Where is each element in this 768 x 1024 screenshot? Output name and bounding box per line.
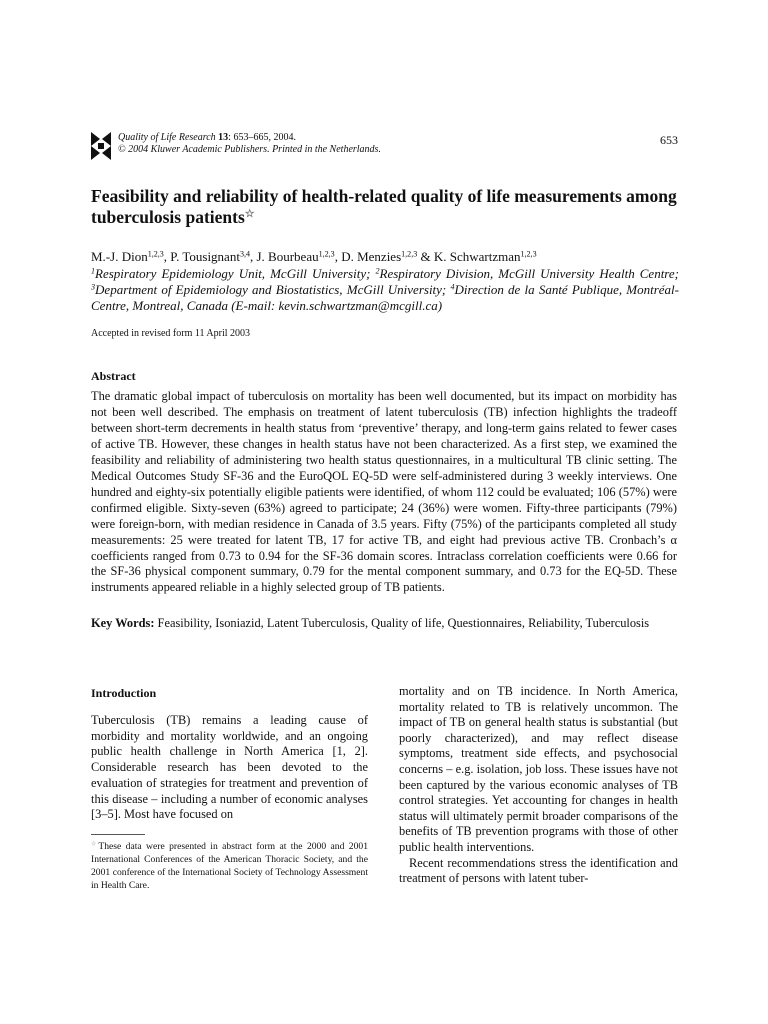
author-name: D. Menzies <box>341 249 402 264</box>
introduction-heading: Introduction <box>91 686 157 700</box>
affiliation-text: Respiratory Epidemiology Unit, McGill University; <box>95 266 376 281</box>
journal-volume: 13 <box>218 132 229 143</box>
keywords <box>91 615 677 631</box>
author-affiliation-sup: 1,2,3 <box>147 249 164 259</box>
body-paragraph-continued: mortality and on TB incidence. In North America, mortality related to TB is relatively uncommon. The impact of TB on general health status is substantial (but poorly characterized), and may reflect disease symptoms, treatment side effects, and psychosocial concerns – e.g. isolation, job loss. These issues have not been captured by the various economic analyses of TB control strategies. Yet accounting for changes in health status will ultimately permit broader comparisons of the benefits of TB prevention programs with those of other public health interventions. <box>399 684 678 854</box>
affiliation-number: 2 <box>375 266 380 276</box>
abstract-body <box>91 389 677 596</box>
author-affiliation-sup: 1,2,3 <box>520 249 537 259</box>
keywords-text: Feasibility, Isoniazid, Latent Tuberculosis, Quality of life, Questionnaires, Reliability, Tuberculosis <box>154 616 650 630</box>
abstract-heading: Abstract <box>91 369 136 383</box>
page-number: 653 <box>660 133 678 147</box>
title-footnote-marker: ☆ <box>244 208 255 221</box>
keywords-label: Key Words: <box>91 616 155 630</box>
author-list <box>91 249 681 265</box>
author-name: M.-J. Dion <box>91 249 148 264</box>
author-separator: , <box>163 249 171 264</box>
author-separator: , <box>250 249 257 264</box>
author <box>434 249 537 264</box>
abstract-text-part-1: The dramatic global impact of tuberculosis on mortality has been well documented, but its impact on morbidity has not been well described. The emphasis on treatment of latent tuberculosis (TB) infection highlights the tradeoff between short-term decrements in health status from ‘preventive’ therapy, and long-term gains related to fewer cases of active TB. However, these changes in health status have not been characterized. As a first step, we examined the feasibility and reliability of administering two health status questionnaires, in a multicultural TB clinic setting. The Medical Outcomes Study SF-36 and the EuroQOL EQ-5D were self-administered during 3 weekly interviews. One hundred and eighty-six potentially eligible patients were identified, of whom 112 could be evaluated; 106 (57%) were confirmed eligible. Sixty-seven (63%) agreed to participate; 24 (36%) were women. Fifty-three participants (79%) were foreign-born, with median residence in Canada of 3.5 years. Fifty (75%) of the participants completed all study measurements: 25 were treated for latent TB, 17 for active TB, and eight had previous active TB. Cronbach’s <box>91 389 677 547</box>
author <box>341 249 434 264</box>
introduction-paragraph: Tuberculosis (TB) remains a leading cause of morbidity and mortality worldwide, and an ongoing public health challenge in North America [1, 2]. Considerable research has been devoted to the evaluation of strategies for treatment and prevention of this disease – including a number of economic analyses [3–5]. Most have focused on <box>91 713 368 822</box>
footnote-text: These data were presented in abstract form at the 2000 and 2001 International Conferences of the American Thoracic Society, and the 2001 conference of the International Society of Technology Assessment in Health Care. <box>91 841 368 891</box>
body-paragraph: Recent recommendations stress the identification and treatment of persons with latent tuber- <box>399 855 678 886</box>
affiliation-text: Department of Epidemiology and Biostatistics, McGill University; <box>95 282 451 297</box>
author-affiliation-sup: 1,2,3 <box>401 249 418 259</box>
author <box>91 249 170 264</box>
author-name: J. Bourbeau <box>256 249 319 264</box>
author <box>257 249 342 264</box>
affiliations <box>91 266 679 314</box>
affiliation-number: 1 <box>91 266 96 276</box>
journal-line <box>118 132 381 144</box>
kluwer-logo-icon <box>90 132 112 160</box>
footnote-divider <box>91 834 145 835</box>
article-title <box>91 186 681 228</box>
author-name: K. Schwartzman <box>433 249 521 264</box>
author-name: P. Tousignant <box>170 249 240 264</box>
footnote <box>91 840 368 892</box>
abstract-text-part-2: coefficients ranged from 0.73 to 0.94 for the SF-36 domain scores. Intraclass correlation coefficients were 0.66 for the SF-36 physical component summary, 0.79 for the mental component summary, and 0.73 for the EQ-5D. These instruments appeared reliable in a highly selected group of TB patients. <box>91 548 677 595</box>
right-column <box>399 684 678 887</box>
author-affiliation-sup: 3,4 <box>239 249 250 259</box>
accepted-date: Accepted in revised form 11 April 2003 <box>91 328 251 339</box>
affiliation-number: 3 <box>91 282 96 292</box>
article-title-text: Feasibility and reliability of health-related quality of life measurements among tuberculosis patients <box>91 186 677 227</box>
journal-pages: : 653–665, 2004. <box>228 132 296 143</box>
journal-name: Quality of Life Research <box>118 132 216 143</box>
author <box>170 249 256 264</box>
copyright-line: © 2004 Kluwer Academic Publishers. Printed in the Netherlands. <box>118 144 381 155</box>
affiliation-text: Direction de la Santé Publique, Montréal-Centre, Montreal, Canada (E-mail: kevin.schwartzman@mcgill.ca) <box>91 282 680 313</box>
author-affiliation-sup: 1,2,3 <box>318 249 335 259</box>
footnote-marker: ☆ <box>91 841 99 848</box>
journal-citation <box>118 132 381 156</box>
author-separator: & <box>417 249 434 264</box>
author-separator: , <box>334 249 342 264</box>
affiliation-text: Respiratory Division, McGill University Health Centre; <box>379 266 679 281</box>
alpha-symbol: α <box>670 532 677 547</box>
affiliation-number: 4 <box>450 282 455 292</box>
